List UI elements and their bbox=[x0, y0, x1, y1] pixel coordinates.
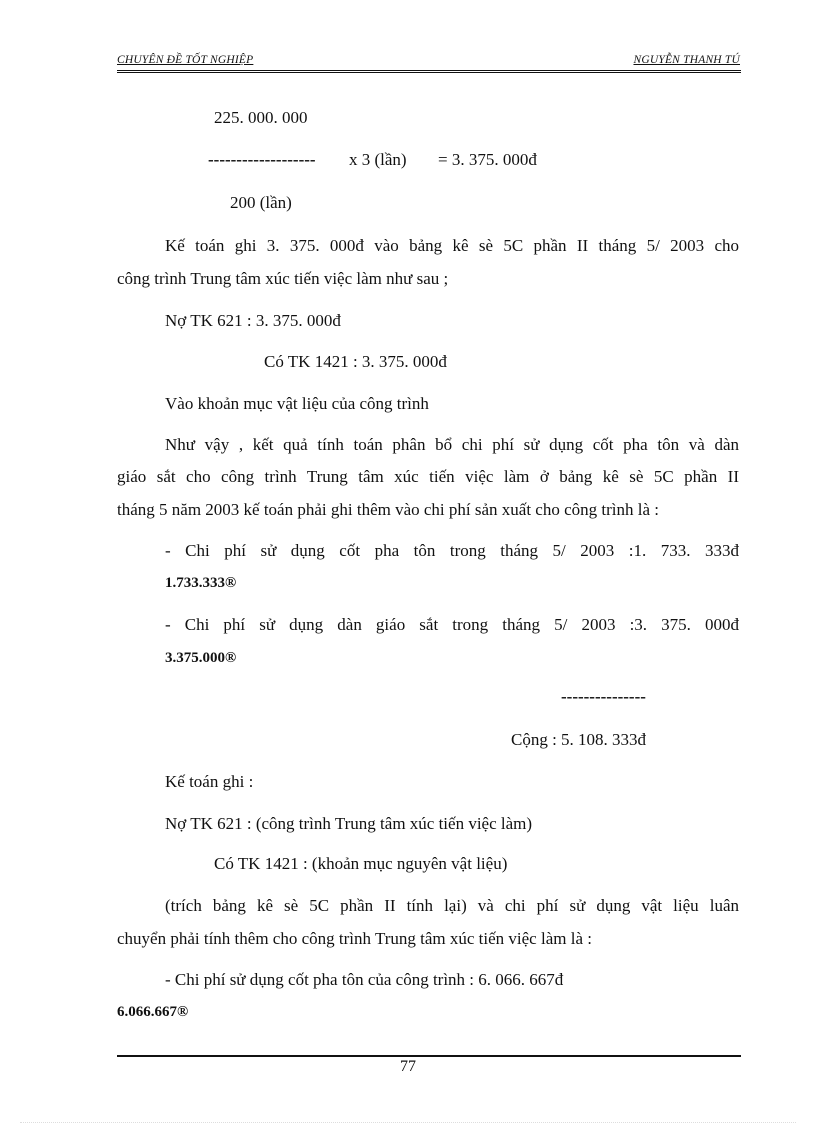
item1-line: - Chi phí sử dụng cốt pha tôn trong tháng 5/ 2003 :1. 733. 333đ bbox=[165, 541, 739, 560]
entry1-note: Vào khoản mục vật liệu của công trình bbox=[165, 394, 429, 413]
entry2-intro: Kế toán ghi : bbox=[165, 772, 254, 791]
para2-line3: tháng 5 năm 2003 kế toán phải ghi thêm vào chi phí sản xuất cho công trình là : bbox=[117, 500, 659, 519]
calc-numerator: 225. 000. 000 bbox=[214, 108, 308, 127]
para2-line1: Như vậy , kết quả tính toán phân bổ chi phí sử dụng cốt pha tôn và dàn bbox=[165, 435, 739, 454]
calc-divider: ------------------- bbox=[208, 150, 316, 169]
calc-multiplier: x 3 (lần) bbox=[349, 150, 407, 169]
entry1-debit: Nợ TK 621 : 3. 375. 000đ bbox=[165, 311, 341, 330]
calc-denominator: 200 (lần) bbox=[230, 193, 292, 212]
entry1-credit: Có TK 1421 : 3. 375. 000đ bbox=[264, 352, 447, 371]
total-rule: --------------- bbox=[561, 687, 646, 706]
header-rule bbox=[117, 70, 741, 71]
entry2-debit: Nợ TK 621 : (công trình Trung tâm xúc tiến việc làm) bbox=[165, 814, 533, 833]
para1-line2: công trình Trung tâm xúc tiến việc làm như sau ; bbox=[117, 269, 449, 288]
item2-line: - Chi phí sử dụng dàn giáo sắt trong tháng 5/ 2003 :3. 375. 000đ bbox=[165, 615, 739, 634]
para3-line1: (trích bảng kê sè 5C phần II tính lại) và chi phí sử dụng vật liệu luân bbox=[165, 896, 739, 915]
total-line: Cộng : 5. 108. 333đ bbox=[511, 730, 647, 749]
entry2-credit: Có TK 1421 : (khoản mục nguyên vật liệu) bbox=[214, 854, 508, 873]
footer-rule bbox=[117, 1055, 741, 1057]
item1-sub: 1.733.333® bbox=[165, 575, 237, 591]
page-number: 77 bbox=[400, 1058, 416, 1075]
para3-line2: chuyển phải tính thêm cho công trình Trung tâm xúc tiến việc làm là : bbox=[117, 929, 592, 948]
item3-line: - Chi phí sử dụng cốt pha tôn của công trình : 6. 066. 667đ bbox=[165, 970, 564, 989]
header-title-left: CHUYÊN ĐỀ TỐT NGHIỆP bbox=[117, 54, 254, 66]
para2-line2: giáo sắt cho công trình Trung tâm xúc tiến việc làm ở bảng kê sè 5C phần II bbox=[117, 467, 739, 486]
calc-result: = 3. 375. 000đ bbox=[438, 150, 537, 169]
header-author-right: NGUYỄN THANH TÚ bbox=[633, 54, 740, 66]
item3-sub: 6.066.667® bbox=[117, 1004, 189, 1020]
item2-sub: 3.375.000® bbox=[165, 650, 237, 666]
header-rule-double bbox=[117, 72, 741, 73]
para1-line1: Kế toán ghi 3. 375. 000đ vào bảng kê sè 5C phần II tháng 5/ 2003 cho bbox=[165, 236, 739, 255]
